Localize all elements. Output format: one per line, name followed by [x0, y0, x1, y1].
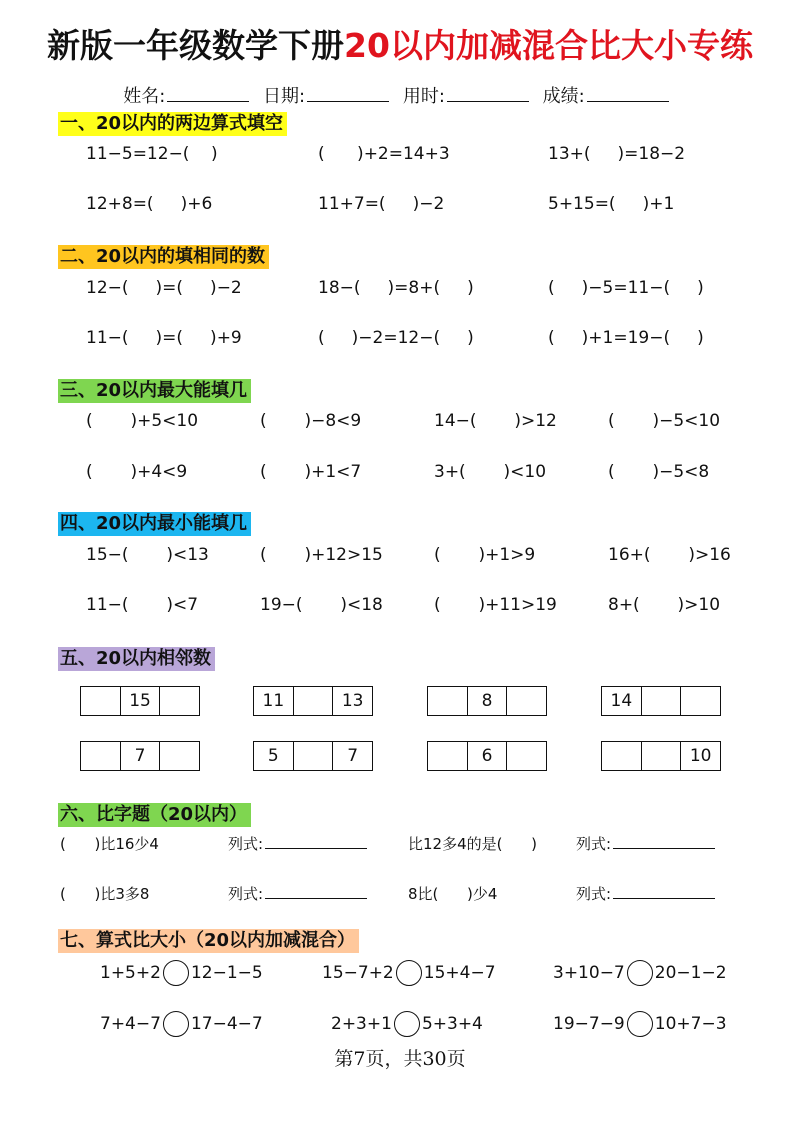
number-cell[interactable]: 8	[468, 687, 508, 715]
number-cell[interactable]	[160, 742, 199, 770]
neighbor-number-box	[253, 686, 373, 716]
question: ( )+12>15	[260, 545, 383, 565]
question: 11−( )<7	[86, 595, 199, 615]
question: 12+8=( )+6	[86, 194, 213, 214]
number-cell[interactable]	[602, 742, 642, 770]
formula-field[interactable]	[228, 883, 367, 905]
question: 11+7=( )−2	[318, 194, 445, 214]
compare-circle[interactable]	[396, 960, 422, 986]
right-expression: 10+7−3	[654, 1014, 727, 1034]
number-cell[interactable]	[642, 687, 682, 715]
number-cell[interactable]	[294, 687, 334, 715]
question: 8比( )少4	[408, 885, 498, 903]
number-cell[interactable]: 14	[602, 687, 642, 715]
question: ( )+1<7	[260, 462, 362, 482]
left-expression: 15−7+2	[322, 963, 394, 983]
comparison	[322, 960, 496, 986]
left-expression: 2+3+1	[331, 1014, 392, 1034]
section-2-title: 二、20以内的填相同的数	[58, 245, 269, 269]
question: ( )+5<10	[86, 411, 199, 431]
question: ( )+4<9	[86, 462, 188, 482]
question: ( )比16少4	[60, 835, 159, 853]
title-red: 20以内加减混合比大小专练	[344, 26, 753, 65]
formula-label: 列式:	[228, 835, 264, 853]
page-footer: 第7页，共30页	[334, 1048, 466, 1070]
answer-line[interactable]	[265, 834, 367, 849]
formula-field[interactable]	[576, 883, 715, 905]
number-cell[interactable]	[160, 687, 199, 715]
number-cell[interactable]: 11	[254, 687, 294, 715]
number-cell[interactable]	[642, 742, 682, 770]
formula-label: 列式:	[576, 835, 612, 853]
section-5-title: 五、20以内相邻数	[58, 647, 215, 671]
compare-circle[interactable]	[163, 960, 189, 986]
time-label: 用时:	[402, 86, 445, 107]
number-cell[interactable]	[507, 687, 546, 715]
number-cell[interactable]: 13	[341, 691, 364, 711]
question: ( )比3多8	[60, 885, 150, 903]
number-cell[interactable]	[428, 687, 468, 715]
number-cell[interactable]	[681, 687, 720, 715]
question: ( )−5=11−( )	[548, 278, 704, 298]
question: ( )+2=14+3	[318, 144, 450, 164]
number-cell[interactable]: 10	[689, 746, 712, 766]
question: 19−( )<18	[260, 595, 383, 615]
question: 14−( )>12	[434, 411, 557, 431]
formula-label: 列式:	[576, 885, 612, 903]
compare-circle[interactable]	[627, 1011, 653, 1037]
compare-circle[interactable]	[394, 1011, 420, 1037]
question: ( )+1=19−( )	[548, 328, 704, 348]
question: 比12多4的是( )	[408, 835, 537, 853]
left-expression: 19−7−9	[553, 1014, 625, 1034]
time-blank[interactable]	[447, 87, 529, 102]
question: ( )−5<8	[608, 462, 710, 482]
number-cell[interactable]: 5	[254, 742, 294, 770]
neighbor-number-box	[427, 741, 547, 771]
score-blank[interactable]	[587, 87, 669, 102]
right-expression: 20−1−2	[654, 963, 727, 983]
neighbor-number-box	[80, 686, 200, 716]
number-cell[interactable]: 6	[468, 742, 508, 770]
number-cell[interactable]	[81, 687, 121, 715]
right-expression: 12−1−5	[190, 963, 263, 983]
number-cell[interactable]: 15	[121, 687, 161, 715]
comparison	[553, 1011, 727, 1037]
number-cell[interactable]: 7	[121, 742, 161, 770]
neighbor-number-box	[253, 741, 373, 771]
question: 11−( )=( )+9	[86, 328, 242, 348]
question: ( )+1>9	[434, 545, 536, 565]
compare-circle[interactable]	[627, 960, 653, 986]
question: 15−( )<13	[86, 545, 209, 565]
question: 11−5=12−( )	[86, 144, 218, 164]
section-7-title: 七、算式比大小（20以内加减混合）	[58, 929, 359, 953]
comparison	[553, 960, 727, 986]
question: ( )−5<10	[608, 411, 721, 431]
question: 13+( )=18−2	[548, 144, 686, 164]
page-title	[0, 20, 800, 67]
section-4-title: 四、20以内最小能填几	[58, 512, 251, 536]
left-expression: 7+4−7	[100, 1014, 161, 1034]
section-6-title: 六、比字题（20以内）	[58, 803, 251, 827]
question: 16+( )>16	[608, 545, 731, 565]
comparison	[100, 960, 263, 986]
right-expression: 15+4−7	[423, 963, 496, 983]
number-cell[interactable]	[81, 742, 121, 770]
score-label: 成绩:	[542, 86, 585, 107]
answer-line[interactable]	[265, 884, 367, 899]
question: ( )+11>19	[434, 595, 557, 615]
question: ( )−8<9	[260, 411, 362, 431]
left-expression: 1+5+2	[100, 963, 161, 983]
question: 12−( )=( )−2	[86, 278, 242, 298]
comparison	[331, 1011, 483, 1037]
neighbor-number-box	[601, 741, 721, 771]
right-expression: 17−4−7	[190, 1014, 263, 1034]
date-blank[interactable]	[307, 87, 389, 102]
date-label: 日期:	[263, 86, 306, 107]
title-black: 新版一年级数学下册	[47, 26, 345, 65]
neighbor-number-box	[601, 686, 721, 716]
question: ( )−2=12−( )	[318, 328, 474, 348]
answer-line[interactable]	[613, 884, 715, 899]
compare-circle[interactable]	[163, 1011, 189, 1037]
left-expression: 3+10−7	[553, 963, 625, 983]
name-label: 姓名:	[123, 86, 166, 107]
question: 8+( )>10	[608, 595, 721, 615]
number-cell[interactable]	[428, 742, 468, 770]
section-1-title: 一、20以内的两边算式填空	[58, 112, 287, 136]
question: 18−( )=8+( )	[318, 278, 474, 298]
formula-field[interactable]	[576, 833, 715, 855]
question: 3+( )<10	[434, 462, 547, 482]
student-info-row	[0, 82, 800, 108]
formula-label: 列式:	[228, 885, 264, 903]
section-3-title: 三、20以内最大能填几	[58, 379, 251, 403]
comparison	[100, 1011, 263, 1037]
question: 5+15=( )+1	[548, 194, 675, 214]
right-expression: 5+3+4	[421, 1014, 483, 1034]
number-cell[interactable]: 7	[347, 746, 359, 766]
formula-field[interactable]	[228, 833, 367, 855]
answer-line[interactable]	[613, 834, 715, 849]
number-cell[interactable]	[294, 742, 334, 770]
neighbor-number-box	[427, 686, 547, 716]
name-blank[interactable]	[167, 87, 249, 102]
number-cell[interactable]	[507, 742, 546, 770]
neighbor-number-box	[80, 741, 200, 771]
